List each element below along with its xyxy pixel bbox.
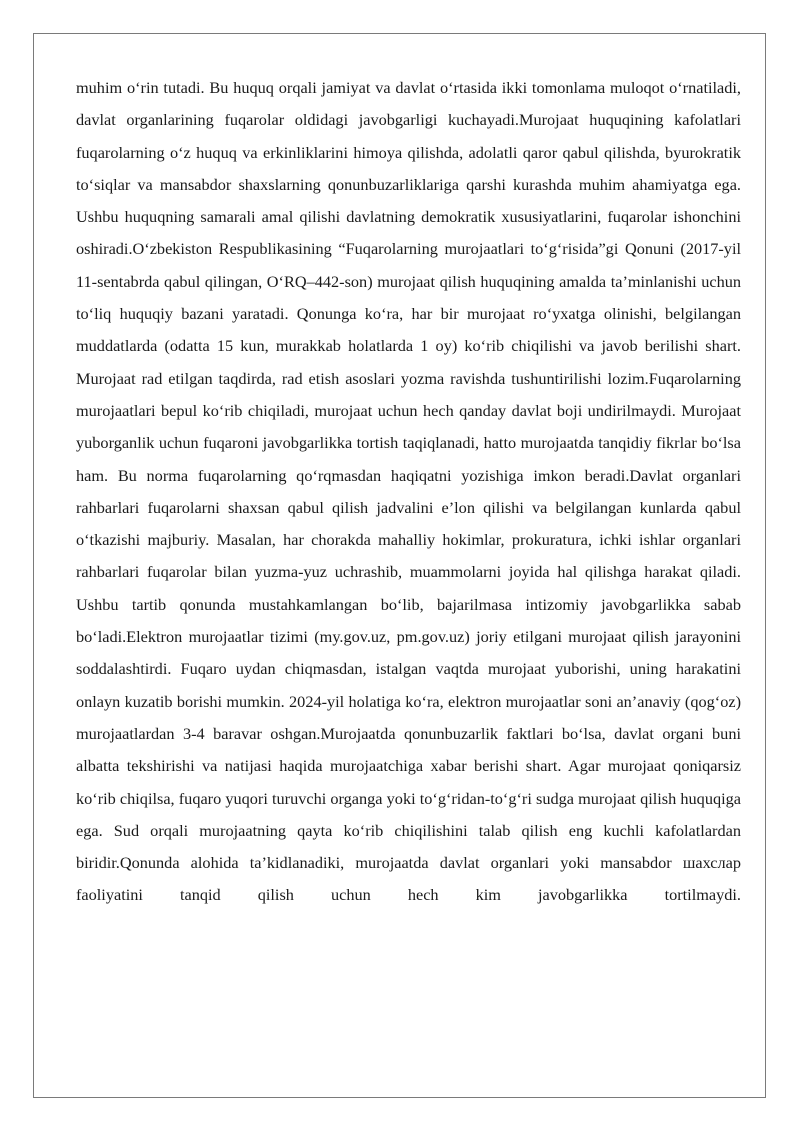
document-body-text: muhim o‘rin tutadi. Bu huquq orqali jamiyat va davlat o‘rtasida ikki tomonlama muloqot o‘rnatiladi, davlat organlarining fuqarolar oldidagi javobgarligi kuchayadi.Murojaat huquqining kafolatlari fuqarolarning o‘z huquq va erkinliklarini himoya qilishda, adolatli qaror qabul qilishda, byurokratik to‘siqlar va mansabdor shaxslarning qonunbuzarliklariga qarshi kurashda muhim ahamiyatga ega. Ushbu huquqning samarali amal qilishi davlatning demokratik xususiyatlarini, fuqarolar ishonchini oshiradi.O‘zbekiston Respublikasining “Fuqarolarning murojaatlari to‘g‘risida”gi Qonuni (2017-yil 11-sentabrda qabul qilingan, O‘RQ–442-son) murojaat qilish huquqining amalda ta’minlanishi uchun to‘liq huquqiy bazani yaratadi. Qonunga ko‘ra, har bir murojaat ro‘yxatga olinishi, belgilangan muddatlarda (odatta 15 kun, murakkab holatlarda 1 oy) ko‘rib chiqilishi va javob berilishi shart. Murojaat rad etilgan taqdirda, rad etish asoslari yozma ravishda tushuntirilishi lozim.Fuqarolarning murojaatlari bepul ko‘rib chiqiladi, murojaat uchun hech qanday davlat boji undirilmaydi. Murojaat yuborganlik uchun fuqaroni javobgarlikka tortish taqiqlanadi, hatto murojaatda tanqidiy fikrlar bo‘lsa ham. Bu norma fuqarolarning qo‘rqmasdan haqiqatni yozishiga imkon beradi.Davlat organlari rahbarlari fuqarolarni shaxsan qabul qilish jadvalini e’lon qilishi va belgilangan kunlarda qabul o‘tkazishi majburiy. Masalan, har chorakda mahalliy hokimlar, prokuratura, ichki ishlar organlari rahbarlari fuqarolar bilan yuzma-yuz uchrashib, muammolarni joyida hal qilishga harakat qiladi. Ushbu tartib qonunda mustahkamlangan bo‘lib, bajarilmasa intizomiy javobgarlikka sabab bo‘ladi.Elektron murojaatlar tizimi (my.gov.uz, pm.gov.uz) joriy etilgani murojaat qilish jarayonini soddalashtirdi. Fuqaro uydan chiqmasdan, istalgan vaqtda murojaat yuborishi, uning harakatini onlayn kuzatib borishi mumkin. 2024-yil holatiga ko‘ra, elektron murojaatlar soni an’anaviy (qog‘oz) murojaatlardan 3-4 baravar oshgan.Murojaatda qonunbuzarlik faktlari bo‘lsa, davlat organi buni albatta tekshirishi va natijasi haqida murojaatchiga xabar berishi shart. Agar murojaat qoniqarsiz ko‘rib chiqilsa, fuqaro yuqori turuvchi organga yoki to‘g‘ridan-to‘g‘ri sudga murojaat qilish huquqiga ega. Sud orqali murojaatning qayta ko‘rib chiqilishini talab qilish eng kuchli kafolatlardan biridir.Qonunda alohida ta’kidlanadiki, murojaatda davlat organlari yoki mansabdor шахслар faoliyatini tanqid qilish uchun hech kim javobgarlikka tortilmaydi. bbox=[76, 78, 741, 905]
